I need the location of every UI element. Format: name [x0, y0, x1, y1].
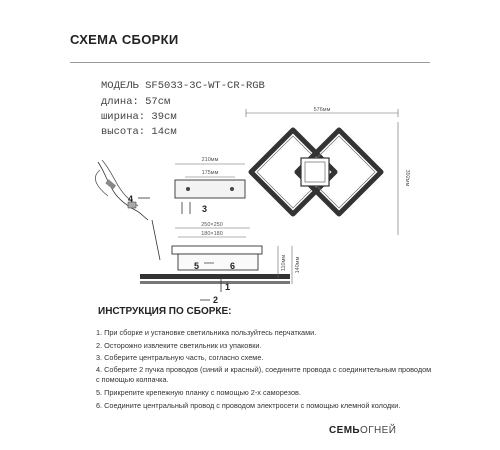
height-dim-label: 392мм: [404, 169, 410, 187]
cable-bundle: [98, 162, 148, 220]
instruction-item: 1. При сборке и установке светильника пользуйтесь перчатками.: [96, 328, 317, 337]
spec-label: высота:: [101, 126, 146, 138]
screw-hole: [186, 187, 190, 191]
instruction-item: 5. Прикрепите крепежную планку с помощью 2-х саморезов.: [96, 388, 301, 397]
plate-dim-label: 210мм: [201, 157, 219, 163]
step-marker: 3: [202, 204, 208, 214]
wire-cap: [105, 179, 116, 189]
width-dim-label: 576мм: [313, 107, 331, 113]
brand-logo: [329, 425, 396, 436]
brand-part-1: СЕМЬ: [329, 425, 361, 436]
spec-model: [101, 80, 265, 92]
spec-value: SF5033-3C-WT-CR-RGB: [145, 80, 265, 92]
page-title: СХЕМА СБОРКИ: [70, 32, 179, 47]
spec-value: 39см: [151, 111, 177, 123]
spec-value: 14см: [151, 126, 177, 138]
canopy-body: [178, 254, 258, 270]
step-marker: 4: [128, 194, 134, 204]
lamp-diffuser-side: [140, 281, 290, 284]
instruction-item: 4. Соберите 2 пучка проводов (синий и красный), соедините провода с соединительным проводом с помощью колпачка.: [96, 365, 432, 384]
h1-dim-label: 110мм: [281, 254, 287, 272]
screw-hole: [230, 187, 234, 191]
spec-value: 57см: [145, 96, 171, 108]
header-divider: [70, 62, 430, 63]
base-a-dim-label: 250×250: [201, 222, 223, 228]
step-marker: 1: [225, 282, 231, 292]
step-marker: 6: [230, 261, 236, 271]
instructions-title: ИНСТРУКЦИЯ ПО СБОРКЕ:: [98, 306, 232, 317]
canopy-top: [172, 246, 262, 254]
spec-width: [101, 111, 177, 123]
brand-part-2: ОГНЕЙ: [360, 425, 397, 436]
lamp-frame-side: [140, 274, 290, 279]
mounting-plate: [175, 180, 245, 198]
instruction-item: 3. Соберите центральную часть, согласно схеме.: [96, 353, 264, 362]
h2-dim-label: 140мм: [295, 256, 301, 274]
spec-length: [101, 96, 170, 108]
instruction-item: 6. Соедините центральный провод с проводом электросети с помощью клемной колодки.: [96, 401, 401, 410]
assembly-side-view: [80, 150, 325, 305]
spec-label: МОДЕЛЬ: [101, 80, 139, 92]
spec-height: [101, 126, 177, 138]
plate-inner-dim-label: 175мм: [201, 170, 219, 176]
connecting-wire: [152, 220, 160, 260]
base-b-dim-label: 180×180: [201, 231, 223, 237]
spec-label: ширина:: [101, 111, 146, 123]
step-marker: 2: [213, 295, 219, 305]
step-marker: 5: [194, 261, 200, 271]
spec-label: длина:: [101, 96, 139, 108]
instruction-item: 2. Осторожно извлеките светильник из упаковки.: [96, 341, 262, 350]
